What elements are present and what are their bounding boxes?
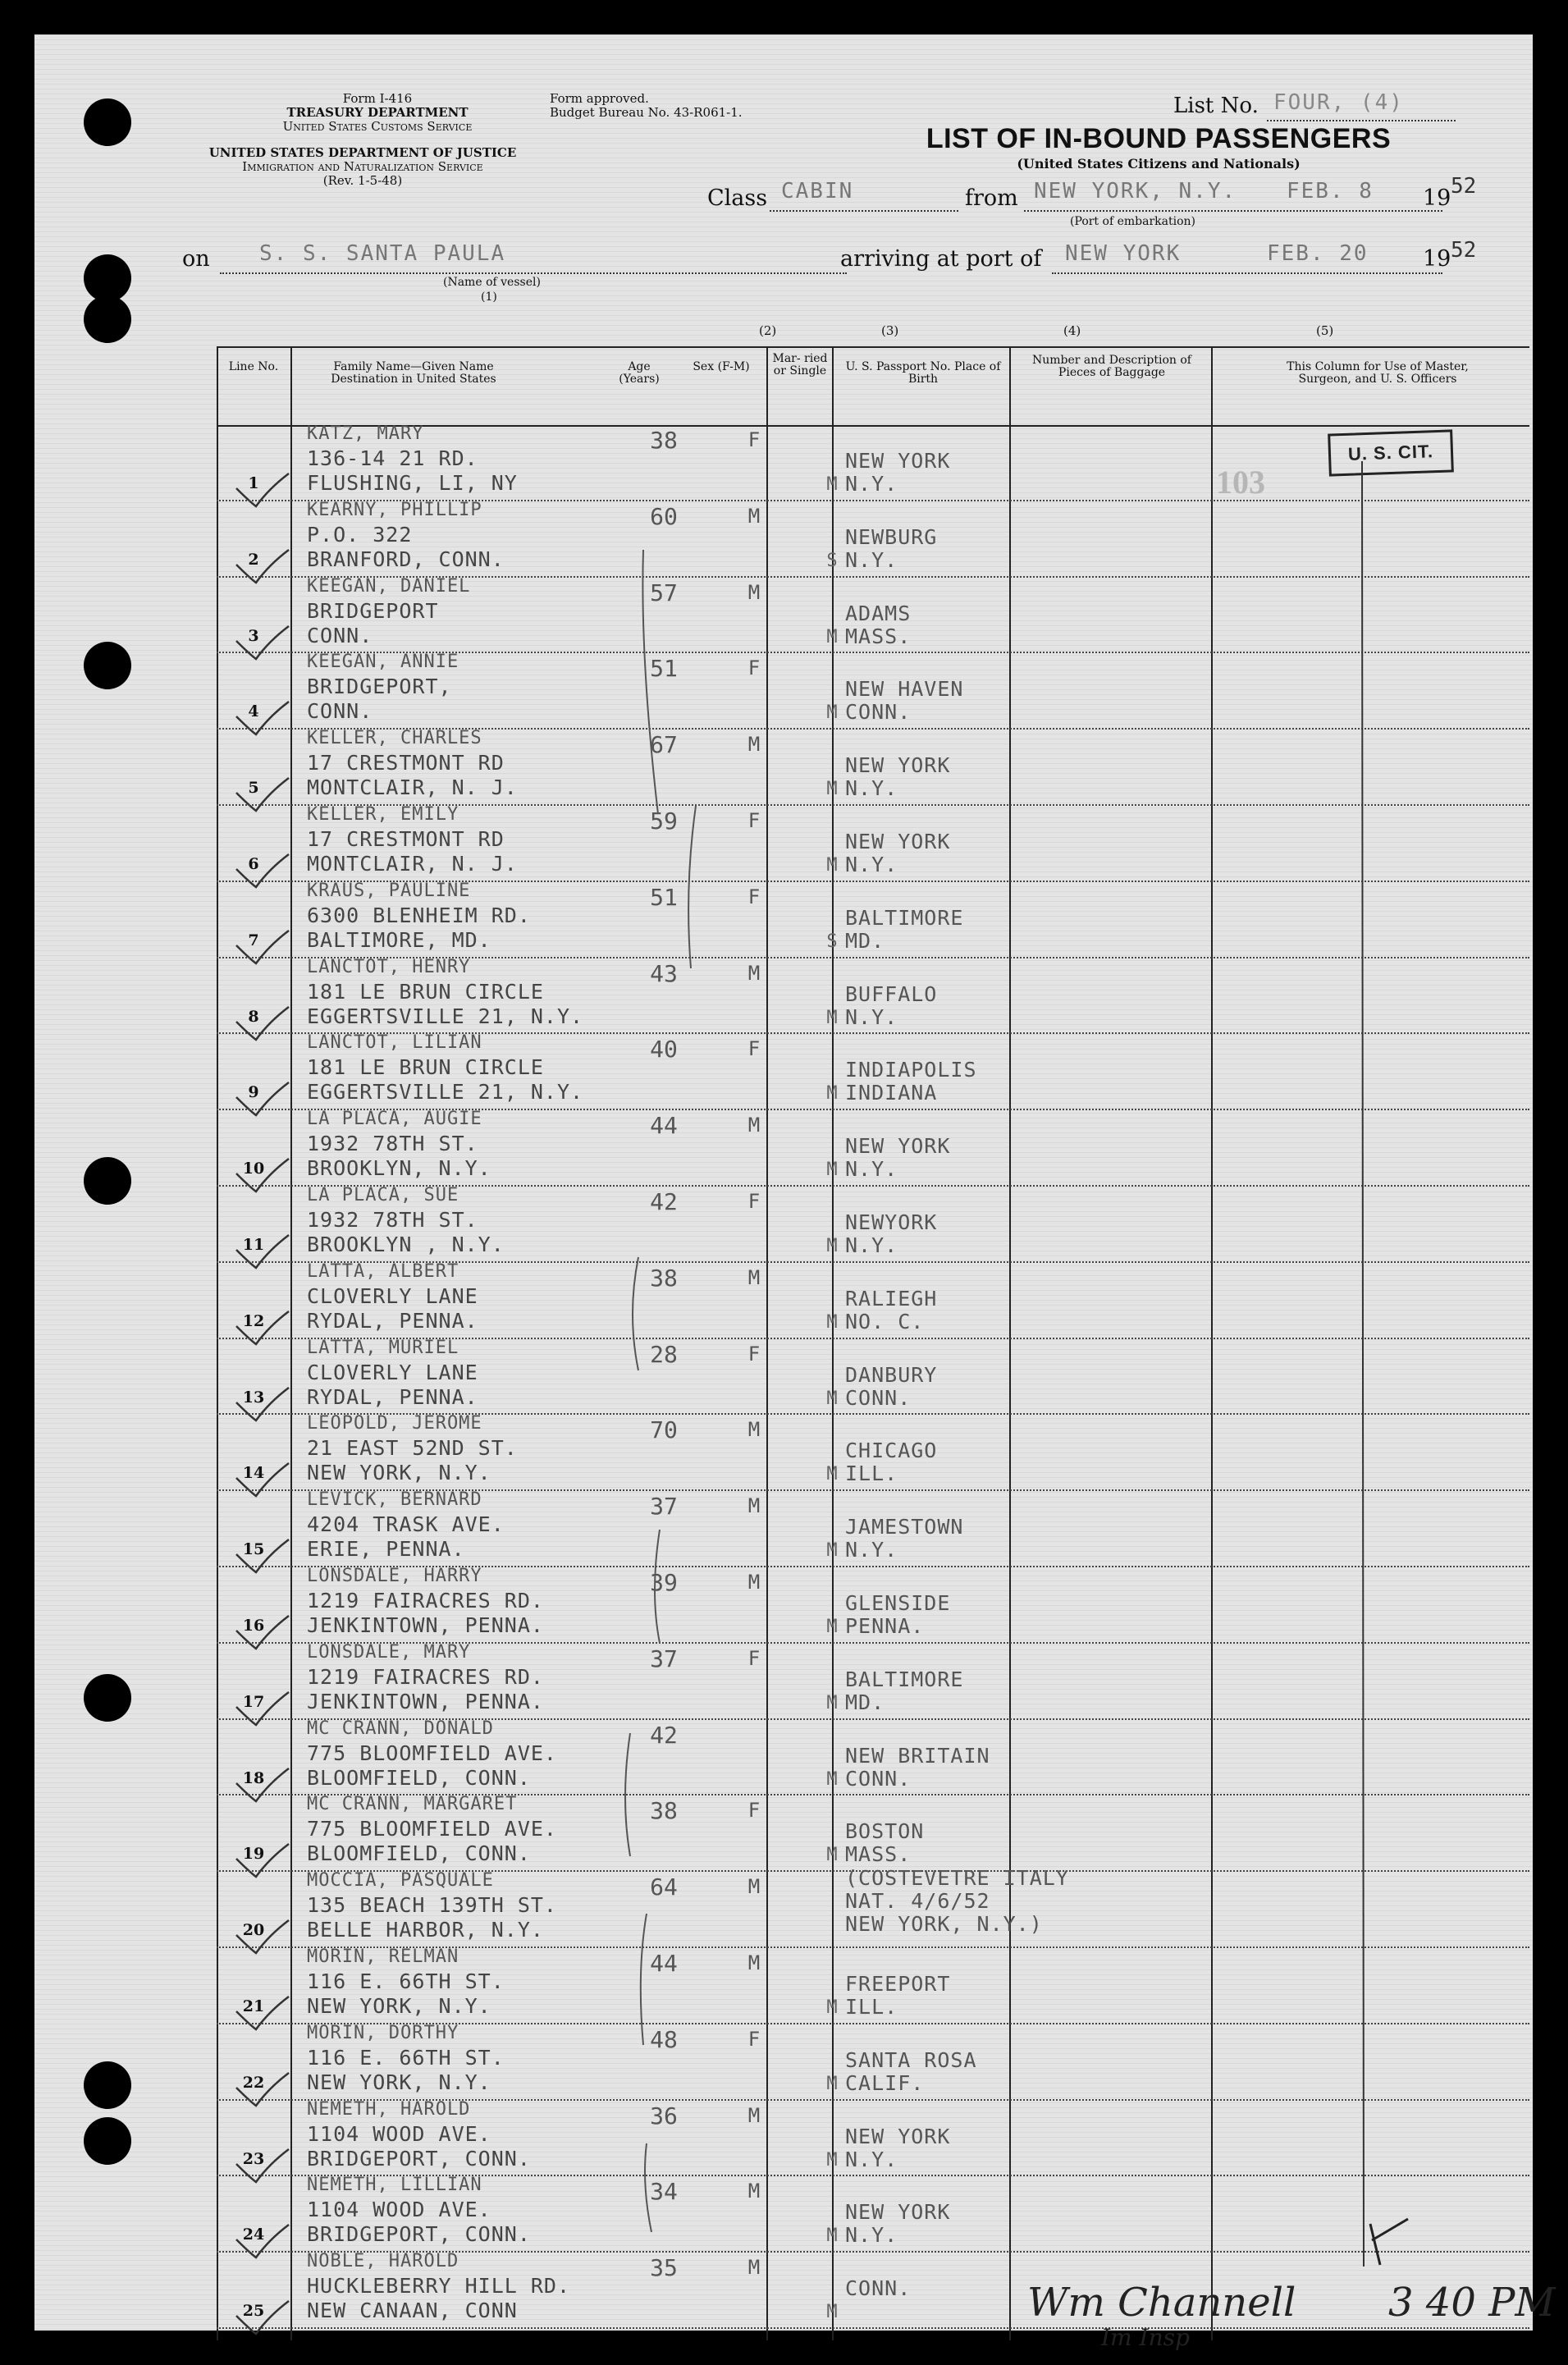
sex: F	[747, 2027, 761, 2051]
sex: F	[747, 885, 761, 908]
marital-status: M	[826, 1997, 838, 2018]
line-number: 22	[242, 2073, 265, 2092]
passenger-name: LATTA, MURIEL	[307, 1337, 459, 1358]
passenger-name: MORIN, DORTHY	[307, 2022, 459, 2043]
passenger-name: KEEGAN, ANNIE	[307, 652, 459, 673]
city-line: BRIDGEPORT, CONN.	[307, 2222, 531, 2247]
address-line: 1219 FAIRACRES RD.	[307, 1664, 544, 1689]
marital-status: M	[826, 1845, 838, 1866]
birth-place-line2: N.Y.	[845, 547, 898, 572]
city-line: FLUSHING, LI, NY	[307, 471, 518, 495]
age: 57	[650, 579, 678, 606]
passenger-name: KRAUS, PAULINE	[307, 880, 471, 901]
age: 38	[650, 1797, 678, 1825]
address-line: 17 CRESTMONT RD	[307, 827, 505, 851]
embark-caption: (Port of embarkation)	[1070, 215, 1195, 228]
line-number: 17	[242, 1692, 265, 1711]
city-line: RYDAL, PENNA.	[307, 1308, 478, 1333]
age: 43	[650, 959, 678, 987]
age: 51	[650, 655, 678, 683]
from-value: NEW YORK, N.Y.	[1034, 179, 1237, 204]
birth-place-line1: NEW YORK	[845, 1134, 951, 1159]
city-line: NEW YORK, N.Y.	[307, 1461, 491, 1485]
passenger-name: KELLER, CHARLES	[307, 728, 482, 749]
age: 70	[650, 1416, 678, 1444]
city-line: BALTIMORE, MD.	[307, 927, 491, 952]
birth-place-line2: CONN.	[845, 1385, 912, 1410]
birth-place-line2: CALIF.	[845, 2070, 925, 2095]
address-line: 21 EAST 52ND ST.	[307, 1436, 518, 1461]
age: 42	[650, 1721, 678, 1749]
birth-place-line1: NEW YORK	[845, 2124, 951, 2148]
city-line: BLOOMFIELD, CONN.	[307, 1765, 531, 1790]
birth-place-line2: N.Y.	[845, 472, 898, 496]
marital-status: M	[826, 2225, 838, 2247]
line-number: 16	[242, 1617, 265, 1635]
city-line: JENKINTOWN, PENNA.	[307, 1613, 544, 1637]
passenger-name: NOBLE, HAROLD	[307, 2251, 459, 2272]
form-approved: Form approved.	[550, 91, 649, 106]
list-no-label: List No.	[1173, 94, 1259, 118]
age: 64	[650, 1873, 678, 1901]
address-line: 181 LE BRUN CIRCLE	[307, 979, 544, 1004]
marital-status: M	[826, 1160, 838, 1181]
birth-place-line2: MASS.	[845, 1842, 912, 1867]
line-number: 6	[248, 855, 259, 873]
birth-place-line1: (COSTEVETRE ITALY	[845, 1866, 1069, 1891]
line-number: 24	[242, 2225, 265, 2244]
col-header-passport: U. S. Passport No. Place of Birth	[845, 360, 1001, 386]
birth-place-line1: NEW YORK	[845, 753, 951, 778]
marital-status: M	[826, 1083, 838, 1105]
address-line: 116 E. 66TH ST.	[307, 1969, 505, 1993]
marital-status: M	[826, 2302, 838, 2323]
birth-place-line1: INDIAPOLIS	[845, 1058, 977, 1082]
sex: M	[747, 2180, 761, 2203]
colnum-3: (3)	[881, 323, 899, 338]
birth-place-line1: NEW YORK	[845, 2200, 951, 2225]
col-header-line: Line No.	[228, 360, 279, 373]
sex: F	[747, 809, 761, 832]
marital-status: S	[826, 931, 838, 952]
age: 42	[650, 1188, 678, 1215]
sex: F	[747, 1799, 761, 1823]
birth-place-line2: N.Y.	[845, 2147, 898, 2171]
passenger-name: LONSDALE, MARY	[307, 1641, 471, 1663]
vessel-name: S. S. SANTA PAULA	[259, 241, 506, 266]
birth-place-line1: NEW YORK	[845, 449, 951, 473]
line-number: 21	[242, 1997, 265, 2015]
line-number: 2	[248, 550, 259, 569]
sex: F	[747, 1646, 761, 1670]
vessel-caption: (Name of vessel)	[443, 276, 541, 289]
colnum-2: (2)	[759, 323, 777, 338]
sex: F	[747, 428, 761, 451]
arrival-date: FEB. 20	[1267, 241, 1369, 266]
city-line: ERIE, PENNA.	[307, 1537, 465, 1562]
birth-place-line2: NAT. 4/6/52	[845, 1889, 990, 1914]
address-line: 775 BLOOMFIELD AVE.	[307, 1741, 557, 1765]
line-number: 8	[248, 1007, 259, 1026]
line-number: 12	[242, 1311, 265, 1330]
sex: F	[747, 1342, 761, 1365]
birth-place-line1: BALTIMORE	[845, 1667, 964, 1691]
address-line: 1932 78TH ST.	[307, 1208, 478, 1232]
birth-place-line2: CONN.	[845, 1766, 912, 1791]
marital-status: M	[826, 1464, 838, 1485]
age: 37	[650, 1645, 678, 1672]
marital-status: M	[826, 1692, 838, 1713]
address-line: 775 BLOOMFIELD AVE.	[307, 1817, 557, 1841]
address-line: 181 LE BRUN CIRCLE	[307, 1055, 544, 1080]
col-header-officers: This Column for Use of Master, Surgeon, and U. S. Officers	[1287, 360, 1469, 386]
embark-year-prefix: 19	[1423, 185, 1451, 211]
sex: M	[747, 580, 761, 604]
arrival-port: NEW YORK	[1065, 241, 1182, 266]
list-no-value: FOUR, (4)	[1273, 90, 1404, 115]
sex: M	[747, 1494, 761, 1518]
age: 51	[650, 883, 678, 911]
birth-place-line2: MASS.	[845, 624, 912, 648]
birth-place-line2: MD.	[845, 1690, 885, 1714]
line-number: 14	[242, 1464, 265, 1483]
inspection-time: 3 40 PM	[1388, 2280, 1556, 2326]
birth-place-line2: ILL.	[845, 1995, 898, 2019]
pencil-marks	[34, 34, 1533, 2331]
sex: M	[747, 1114, 761, 1137]
budget-bureau: Budget Bureau No. 43-R061-1.	[550, 105, 743, 120]
marital-status: M	[826, 702, 838, 724]
passenger-name: MORIN, RELMAN	[307, 1946, 459, 1967]
marital-status: M	[826, 1388, 838, 1409]
age: 44	[650, 1112, 678, 1140]
age: 59	[650, 807, 678, 835]
passenger-name: LA PLACA, SUE	[307, 1185, 459, 1205]
birth-place-line1: FREEPORT	[845, 1972, 951, 1996]
passenger-name: MC CRANN, DONALD	[307, 1718, 494, 1739]
treasury-dept: TREASURY DEPARTMENT	[286, 105, 469, 120]
birth-place-line1: CHICAGO	[845, 1439, 938, 1463]
birth-place-line1: NEWYORK	[845, 1210, 938, 1234]
birth-place-line2: N.Y.	[845, 1157, 898, 1182]
age: 39	[650, 1569, 678, 1596]
address-line: 1219 FAIRACRES RD.	[307, 1589, 544, 1612]
passenger-name: NEMETH, LILLIAN	[307, 2175, 482, 2196]
sex: M	[747, 1875, 761, 1899]
line-number: 23	[242, 2149, 265, 2168]
revision: (Rev. 1-5-48)	[322, 173, 403, 188]
line-number: 15	[242, 1540, 265, 1559]
marital-status: M	[826, 2149, 838, 2171]
line-number: 5	[248, 779, 259, 798]
line-number: 25	[242, 2302, 265, 2321]
address-line: CLOVERLY LANE	[307, 1283, 478, 1308]
col-header-married: Mar- ried or Single	[772, 352, 828, 377]
passenger-name: LA PLACA, AUGIE	[307, 1109, 482, 1130]
birth-place-line2: PENNA.	[845, 1614, 925, 1638]
marital-status: M	[826, 779, 838, 800]
line-number: 4	[248, 702, 259, 721]
colnum-4: (4)	[1063, 323, 1081, 338]
birth-place-line2: NO. C.	[845, 1309, 925, 1333]
birth-place-line2: MD.	[845, 928, 885, 953]
address-line: P.O. 322	[307, 522, 413, 547]
address-line: BRIDGEPORT	[307, 598, 439, 623]
birth-place-line1: NEW BRITAIN	[845, 1743, 990, 1768]
birth-place-line1: NEW YORK	[845, 830, 951, 853]
birth-place-line2: N.Y.	[845, 2223, 898, 2248]
age: 40	[650, 1036, 678, 1064]
age: 36	[650, 2102, 678, 2129]
passenger-name: KATZ, MARY	[307, 423, 424, 444]
passenger-name: LATTA, ALBERT	[307, 1260, 459, 1282]
sex: M	[747, 1951, 761, 1974]
age: 67	[650, 731, 678, 759]
birth-place-line1: BUFFALO	[845, 981, 938, 1006]
birth-place-line2: N.Y.	[845, 853, 898, 876]
inspector-signature: Wm Channell	[1027, 2280, 1296, 2326]
line-number: 10	[242, 1160, 265, 1178]
passenger-name: KEEGAN, DANIEL	[307, 575, 471, 597]
birth-place-line2: CONN.	[845, 2276, 912, 2301]
age: 28	[650, 1340, 678, 1368]
sex: F	[747, 1037, 761, 1061]
line-number: 11	[242, 1236, 265, 1254]
birth-place-line1: DANBURY	[845, 1362, 938, 1387]
sex: M	[747, 733, 761, 757]
birth-place-line1: BOSTON	[845, 1819, 925, 1844]
city-line: BLOOMFIELD, CONN.	[307, 1841, 531, 1866]
page-subtitle: (United States Citizens and Nationals)	[1017, 156, 1301, 172]
city-line: BRIDGEPORT, CONN.	[307, 2146, 531, 2171]
marital-status: M	[826, 855, 838, 876]
city-line: EGGERTSVILLE 21, N.Y.	[307, 1080, 584, 1105]
city-line: CONN.	[307, 623, 373, 647]
age: 38	[650, 427, 678, 454]
ins-service: Immigration and Naturalization Service	[242, 159, 483, 174]
address-line: CLOVERLY LANE	[307, 1360, 478, 1384]
marital-status: M	[826, 1540, 838, 1562]
sex: M	[747, 2256, 761, 2280]
col-header-sex: Sex (F-M)	[693, 360, 750, 373]
address-line: 136-14 21 RD.	[307, 446, 478, 470]
line-number: 7	[248, 931, 259, 949]
city-line: JENKINTOWN, PENNA.	[307, 1689, 544, 1713]
birth-place-line2: N.Y.	[845, 776, 898, 801]
birth-place-line1: BALTIMORE	[845, 905, 964, 930]
birth-place-line2: ILL.	[845, 1462, 898, 1486]
birth-place-line1: SANTA ROSA	[845, 2047, 977, 2072]
birth-place-line1: JAMESTOWN	[845, 1515, 964, 1539]
arrival-year: 52	[1451, 238, 1477, 263]
age: 60	[650, 502, 678, 530]
class-value: CABIN	[781, 179, 854, 204]
class-label: Class	[707, 185, 768, 211]
address-line: 1104 WOOD AVE.	[307, 2121, 491, 2146]
line-number: 13	[242, 1388, 265, 1407]
birth-place-line2: N.Y.	[845, 1538, 898, 1562]
address-line: 116 E. 66TH ST.	[307, 2045, 505, 2070]
marital-status: M	[826, 1007, 838, 1028]
inspector-title: Im Insp	[1101, 2324, 1190, 2351]
embark-year: 52	[1451, 174, 1477, 199]
birth-place-line1: RALIEGH	[845, 1286, 938, 1311]
sex: M	[747, 504, 761, 528]
city-line: NEW YORK, N.Y.	[307, 1994, 491, 2018]
city-line: NEW YORK, N.Y.	[307, 2070, 491, 2094]
city-line: CONN.	[307, 699, 373, 724]
birth-place-line1: NEW HAVEN	[845, 677, 964, 702]
justice-dept: UNITED STATES DEPARTMENT OF JUSTICE	[208, 145, 517, 160]
colnum-5: (5)	[1316, 323, 1334, 338]
age: 44	[650, 1950, 678, 1977]
customs-service: United States Customs Service	[282, 119, 473, 134]
from-label: from	[965, 185, 1018, 211]
sex: M	[747, 1571, 761, 1594]
birth-place-line3: NEW YORK, N.Y.)	[845, 1912, 1043, 1937]
passenger-name: LONSDALE, HARRY	[307, 1566, 482, 1586]
city-line: MONTCLAIR, N. J.	[307, 775, 518, 800]
sex: M	[747, 2103, 761, 2127]
address-line: HUCKLEBERRY HILL RD.	[307, 2274, 571, 2299]
embark-date: FEB. 8	[1287, 179, 1374, 204]
birth-place-line2: N.Y.	[845, 1233, 898, 1257]
marital-status: S	[826, 550, 838, 571]
birth-place-line1: ADAMS	[845, 601, 912, 625]
address-line: 135 BEACH 139TH ST.	[307, 1893, 557, 1918]
age: 38	[650, 1264, 678, 1292]
line-number: 18	[242, 1768, 265, 1787]
arriving-label: arriving at port of	[840, 246, 1042, 272]
birth-place-line2: INDIANA	[845, 1081, 938, 1105]
city-line: BROOKLYN , N.Y.	[307, 1233, 505, 1256]
sex: F	[747, 656, 761, 680]
page-title: LIST OF IN-BOUND PASSENGERS	[926, 123, 1392, 154]
passenger-name: LEVICK, BERNARD	[307, 1489, 482, 1511]
sex: F	[747, 1190, 761, 1213]
passenger-name: KELLER, EMILY	[307, 804, 459, 825]
on-label: on	[182, 246, 210, 272]
city-line: MONTCLAIR, N. J.	[307, 852, 518, 876]
city-line: NEW CANAAN, CONN	[307, 2299, 518, 2323]
age: 34	[650, 2178, 678, 2206]
passenger-name: LEOPOLD, JEROME	[307, 1413, 482, 1434]
age: 48	[650, 2025, 678, 2053]
sex: M	[747, 961, 761, 985]
stamp-number: 103	[1216, 464, 1265, 501]
age: 35	[650, 2254, 678, 2282]
vessel-colnum: (1)	[481, 290, 497, 304]
manifest-page	[34, 34, 1556, 2351]
us-citizen-stamp: U. S. CIT.	[1328, 429, 1454, 476]
city-line: RYDAL, PENNA.	[307, 1384, 478, 1409]
line-number: 20	[242, 1921, 265, 1940]
passenger-name: NEMETH, HAROLD	[307, 2098, 471, 2120]
address-line: 4204 TRASK AVE.	[307, 1512, 505, 1537]
marital-status: M	[826, 1311, 838, 1333]
col-header-name: Family Name—Given Name Destination in United States	[331, 360, 496, 386]
birth-place-line2: N.Y.	[845, 1004, 898, 1029]
address-line: BRIDGEPORT,	[307, 675, 452, 699]
line-number: 1	[248, 474, 259, 492]
address-line: 17 CRESTMONT RD	[307, 751, 505, 775]
passenger-name: LANCTOT, HENRY	[307, 956, 471, 977]
city-line: EGGERTSVILLE 21, N.Y.	[307, 1004, 584, 1028]
line-number: 3	[248, 626, 259, 645]
col-header-baggage: Number and Description of Pieces of Baggage	[1032, 354, 1191, 379]
marital-status: M	[826, 1236, 838, 1256]
address-line: 6300 BLENHEIM RD.	[307, 903, 531, 927]
col-header-age: Age (Years)	[619, 360, 660, 386]
birth-place-line1: GLENSIDE	[845, 1591, 951, 1615]
city-line: BRANFORD, CONN.	[307, 547, 505, 571]
birth-place-line1: NEWBURG	[845, 524, 938, 549]
marital-status: M	[826, 1617, 838, 1637]
sex: M	[747, 1418, 761, 1442]
passenger-name: MC CRANN, MARGARET	[307, 1794, 518, 1815]
marital-status: M	[826, 626, 838, 647]
city-line: BELLE HARBOR, N.Y.	[307, 1918, 544, 1942]
passenger-name: MOCCIA, PASQUALE	[307, 1870, 494, 1892]
marital-status: M	[826, 1768, 838, 1790]
line-number: 9	[248, 1083, 259, 1102]
marital-status: M	[826, 474, 838, 495]
line-number: 19	[242, 1845, 265, 1864]
passenger-name: KEARNY, PHILLIP	[307, 499, 482, 520]
birth-place-line2: CONN.	[845, 700, 912, 725]
passenger-name: LANCTOT, LILIAN	[307, 1032, 482, 1054]
age: 37	[650, 1493, 678, 1521]
city-line: BROOKLYN, N.Y.	[307, 1156, 491, 1181]
address-line: 1932 78TH ST.	[307, 1132, 478, 1156]
address-line: 1104 WOOD AVE.	[307, 2198, 491, 2222]
arrival-year-prefix: 19	[1423, 246, 1451, 272]
marital-status: M	[826, 2073, 838, 2094]
sex: M	[747, 1265, 761, 1289]
form-number: Form I-416	[342, 91, 413, 106]
